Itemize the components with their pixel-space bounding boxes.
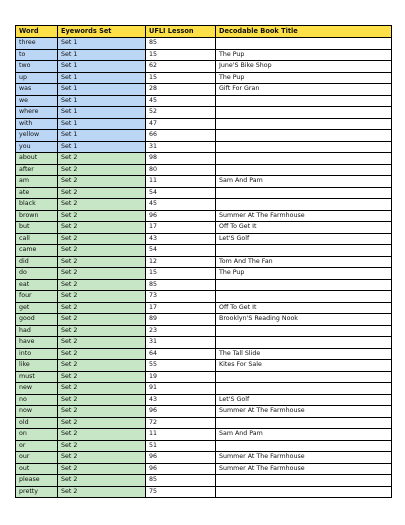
cell-eyewords-set: Set 2 [58, 440, 146, 452]
cell-eyewords-set: Set 1 [58, 141, 146, 153]
table-row [16, 486, 392, 498]
cell-book-title: Let'S Golf [216, 394, 392, 406]
cell-word: three [16, 38, 58, 50]
cell-word: you [16, 141, 58, 153]
table-row [16, 72, 392, 84]
cell-word: on [16, 429, 58, 441]
cell-eyewords-set: Set 2 [58, 164, 146, 176]
cell-ufli-lesson: 31 [146, 337, 216, 349]
cell-book-title: Summer At The Farmhouse [216, 406, 392, 418]
cell-eyewords-set: Set 2 [58, 187, 146, 199]
table-row [16, 164, 392, 176]
cell-book-title [216, 95, 392, 107]
cell-eyewords-set: Set 2 [58, 337, 146, 349]
eyewords-table [15, 25, 392, 498]
cell-book-title: Brooklyn'S Reading Nook [216, 314, 392, 326]
cell-word: pretty [16, 486, 58, 498]
cell-eyewords-set: Set 2 [58, 210, 146, 222]
cell-book-title [216, 440, 392, 452]
table-row [16, 452, 392, 464]
cell-word: old [16, 417, 58, 429]
cell-word: get [16, 302, 58, 314]
cell-eyewords-set: Set 2 [58, 383, 146, 395]
table-body [16, 38, 392, 498]
table-row [16, 325, 392, 337]
cell-book-title [216, 383, 392, 395]
cell-word: two [16, 61, 58, 73]
cell-ufli-lesson: 96 [146, 210, 216, 222]
cell-book-title [216, 107, 392, 119]
cell-book-title: Kites For Sale [216, 360, 392, 372]
cell-ufli-lesson: 12 [146, 256, 216, 268]
cell-word: had [16, 325, 58, 337]
cell-book-title [216, 325, 392, 337]
cell-book-title: The Tall Slide [216, 348, 392, 360]
cell-word: into [16, 348, 58, 360]
header-row [16, 26, 392, 38]
cell-ufli-lesson: 15 [146, 72, 216, 84]
cell-book-title: The Pup [216, 268, 392, 280]
header-word: Word [16, 26, 58, 38]
table-row [16, 417, 392, 429]
cell-eyewords-set: Set 2 [58, 291, 146, 303]
table-row [16, 291, 392, 303]
cell-eyewords-set: Set 1 [58, 49, 146, 61]
cell-ufli-lesson: 15 [146, 49, 216, 61]
cell-word: or [16, 440, 58, 452]
cell-eyewords-set: Set 2 [58, 371, 146, 383]
cell-ufli-lesson: 72 [146, 417, 216, 429]
cell-eyewords-set: Set 2 [58, 245, 146, 257]
cell-word: we [16, 95, 58, 107]
cell-ufli-lesson: 85 [146, 279, 216, 291]
cell-eyewords-set: Set 2 [58, 475, 146, 487]
cell-eyewords-set: Set 2 [58, 256, 146, 268]
cell-word: four [16, 291, 58, 303]
cell-eyewords-set: Set 2 [58, 302, 146, 314]
header-ufli-lesson: UFLI Lesson [146, 26, 216, 38]
cell-book-title: June'S Bike Shop [216, 61, 392, 73]
cell-ufli-lesson: 43 [146, 394, 216, 406]
cell-ufli-lesson: 17 [146, 302, 216, 314]
cell-word: with [16, 118, 58, 130]
cell-eyewords-set: Set 2 [58, 394, 146, 406]
header-eyewords-set: Eyewords Set [58, 26, 146, 38]
cell-eyewords-set: Set 2 [58, 233, 146, 245]
cell-book-title [216, 130, 392, 142]
cell-word: about [16, 153, 58, 165]
cell-word: came [16, 245, 58, 257]
table-row [16, 141, 392, 153]
cell-book-title [216, 475, 392, 487]
cell-book-title [216, 199, 392, 211]
cell-ufli-lesson: 64 [146, 348, 216, 360]
table-row [16, 279, 392, 291]
cell-word: out [16, 463, 58, 475]
table-row [16, 348, 392, 360]
table-row [16, 337, 392, 349]
cell-word: new [16, 383, 58, 395]
table-row [16, 222, 392, 234]
cell-ufli-lesson: 15 [146, 268, 216, 280]
table-row [16, 463, 392, 475]
cell-book-title [216, 337, 392, 349]
cell-word: like [16, 360, 58, 372]
cell-book-title [216, 279, 392, 291]
cell-book-title [216, 486, 392, 498]
cell-book-title: Let'S Golf [216, 233, 392, 245]
cell-book-title: Off To Get It [216, 222, 392, 234]
cell-book-title: Gift For Gran [216, 84, 392, 96]
cell-eyewords-set: Set 2 [58, 199, 146, 211]
table-row [16, 187, 392, 199]
cell-eyewords-set: Set 1 [58, 130, 146, 142]
cell-book-title: The Pup [216, 72, 392, 84]
table-row [16, 302, 392, 314]
cell-ufli-lesson: 11 [146, 429, 216, 441]
table-row [16, 107, 392, 119]
cell-eyewords-set: Set 1 [58, 107, 146, 119]
cell-ufli-lesson: 19 [146, 371, 216, 383]
cell-ufli-lesson: 45 [146, 95, 216, 107]
cell-book-title [216, 153, 392, 165]
cell-word: eat [16, 279, 58, 291]
table-row [16, 176, 392, 188]
cell-ufli-lesson: 96 [146, 463, 216, 475]
cell-ufli-lesson: 28 [146, 84, 216, 96]
cell-ufli-lesson: 91 [146, 383, 216, 395]
cell-ufli-lesson: 66 [146, 130, 216, 142]
cell-book-title [216, 141, 392, 153]
cell-eyewords-set: Set 2 [58, 153, 146, 165]
cell-book-title: Tom And The Fan [216, 256, 392, 268]
header-decodable-book-title: Decodable Book Title [216, 26, 392, 38]
cell-word: black [16, 199, 58, 211]
cell-book-title [216, 371, 392, 383]
table-row [16, 429, 392, 441]
table-row [16, 245, 392, 257]
cell-book-title: Sam And Pam [216, 176, 392, 188]
cell-ufli-lesson: 54 [146, 245, 216, 257]
cell-word: please [16, 475, 58, 487]
cell-ufli-lesson: 80 [146, 164, 216, 176]
cell-ufli-lesson: 75 [146, 486, 216, 498]
cell-eyewords-set: Set 2 [58, 348, 146, 360]
cell-eyewords-set: Set 2 [58, 314, 146, 326]
cell-eyewords-set: Set 1 [58, 61, 146, 73]
table-row [16, 256, 392, 268]
cell-eyewords-set: Set 1 [58, 38, 146, 50]
cell-word: good [16, 314, 58, 326]
table-row [16, 118, 392, 130]
table-row [16, 383, 392, 395]
cell-book-title [216, 38, 392, 50]
cell-word: our [16, 452, 58, 464]
cell-eyewords-set: Set 2 [58, 360, 146, 372]
cell-book-title [216, 118, 392, 130]
cell-ufli-lesson: 54 [146, 187, 216, 199]
cell-book-title [216, 291, 392, 303]
table-row [16, 38, 392, 50]
cell-eyewords-set: Set 2 [58, 222, 146, 234]
eyewords-sheet [15, 25, 392, 498]
cell-word: to [16, 49, 58, 61]
cell-word: do [16, 268, 58, 280]
table-row [16, 233, 392, 245]
cell-book-title: Summer At The Farmhouse [216, 210, 392, 222]
cell-book-title [216, 417, 392, 429]
table-row [16, 95, 392, 107]
cell-eyewords-set: Set 1 [58, 72, 146, 84]
cell-ufli-lesson: 52 [146, 107, 216, 119]
cell-word: now [16, 406, 58, 418]
cell-word: after [16, 164, 58, 176]
cell-ufli-lesson: 31 [146, 141, 216, 153]
cell-word: am [16, 176, 58, 188]
table-row [16, 371, 392, 383]
cell-ufli-lesson: 55 [146, 360, 216, 372]
cell-word: ate [16, 187, 58, 199]
cell-word: was [16, 84, 58, 96]
cell-word: but [16, 222, 58, 234]
cell-word: no [16, 394, 58, 406]
cell-word: have [16, 337, 58, 349]
cell-ufli-lesson: 47 [146, 118, 216, 130]
cell-ufli-lesson: 23 [146, 325, 216, 337]
cell-ufli-lesson: 96 [146, 406, 216, 418]
cell-eyewords-set: Set 2 [58, 486, 146, 498]
table-row [16, 475, 392, 487]
cell-ufli-lesson: 11 [146, 176, 216, 188]
cell-ufli-lesson: 43 [146, 233, 216, 245]
cell-word: call [16, 233, 58, 245]
cell-eyewords-set: Set 1 [58, 118, 146, 130]
cell-ufli-lesson: 17 [146, 222, 216, 234]
table-row [16, 210, 392, 222]
cell-ufli-lesson: 85 [146, 475, 216, 487]
table-row [16, 199, 392, 211]
cell-book-title: Sam And Pam [216, 429, 392, 441]
cell-word: yellow [16, 130, 58, 142]
cell-book-title [216, 164, 392, 176]
cell-word: did [16, 256, 58, 268]
cell-book-title: Off To Get It [216, 302, 392, 314]
table-row [16, 49, 392, 61]
cell-ufli-lesson: 51 [146, 440, 216, 452]
cell-ufli-lesson: 85 [146, 38, 216, 50]
cell-eyewords-set: Set 2 [58, 176, 146, 188]
table-row [16, 360, 392, 372]
cell-book-title [216, 245, 392, 257]
cell-book-title: Summer At The Farmhouse [216, 463, 392, 475]
cell-eyewords-set: Set 1 [58, 95, 146, 107]
cell-ufli-lesson: 73 [146, 291, 216, 303]
table-row [16, 153, 392, 165]
cell-ufli-lesson: 98 [146, 153, 216, 165]
cell-eyewords-set: Set 2 [58, 325, 146, 337]
cell-ufli-lesson: 96 [146, 452, 216, 464]
table-row [16, 61, 392, 73]
cell-ufli-lesson: 45 [146, 199, 216, 211]
cell-word: must [16, 371, 58, 383]
table-row [16, 130, 392, 142]
table-row [16, 314, 392, 326]
cell-eyewords-set: Set 2 [58, 406, 146, 418]
cell-eyewords-set: Set 2 [58, 417, 146, 429]
cell-word: up [16, 72, 58, 84]
cell-eyewords-set: Set 2 [58, 429, 146, 441]
cell-eyewords-set: Set 2 [58, 279, 146, 291]
cell-eyewords-set: Set 1 [58, 84, 146, 96]
cell-book-title [216, 187, 392, 199]
table-row [16, 394, 392, 406]
cell-ufli-lesson: 62 [146, 61, 216, 73]
table-row [16, 84, 392, 96]
table-row [16, 440, 392, 452]
cell-book-title: The Pup [216, 49, 392, 61]
cell-ufli-lesson: 89 [146, 314, 216, 326]
cell-book-title: Summer At The Farmhouse [216, 452, 392, 464]
cell-eyewords-set: Set 2 [58, 463, 146, 475]
cell-word: where [16, 107, 58, 119]
cell-eyewords-set: Set 2 [58, 268, 146, 280]
cell-word: brown [16, 210, 58, 222]
cell-eyewords-set: Set 2 [58, 452, 146, 464]
table-row [16, 268, 392, 280]
table-row [16, 406, 392, 418]
